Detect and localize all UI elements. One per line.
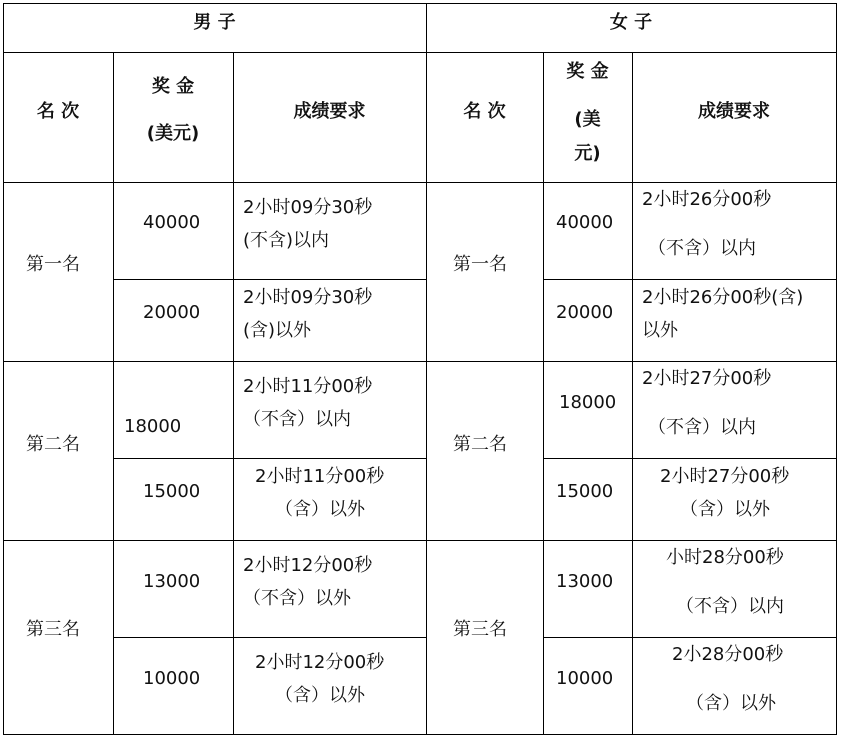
men-requirement: (不含)以内 bbox=[243, 230, 330, 251]
men-prize: 10000 bbox=[143, 668, 201, 689]
men-requirement: 2小时12分00秒 bbox=[255, 652, 385, 673]
women-prize-header-bottom: 元) bbox=[574, 143, 601, 164]
table-rule bbox=[3, 361, 837, 362]
women-rank-header: 名 次 bbox=[463, 101, 506, 122]
table-border-top bbox=[3, 3, 837, 4]
women-prize: 10000 bbox=[556, 668, 614, 689]
table-rule bbox=[3, 182, 837, 183]
women-requirement: 2小时26分00秒 bbox=[642, 189, 772, 210]
women-requirement-header: 成绩要求 bbox=[698, 101, 770, 122]
women-requirement: （不含）以内 bbox=[648, 417, 756, 438]
men-requirement: 2小时11分00秒 bbox=[243, 376, 373, 397]
men-requirement: 2小时09分30秒 bbox=[243, 287, 373, 308]
men-requirement: 2小时11分00秒 bbox=[255, 466, 385, 487]
men-requirement: （含）以外 bbox=[275, 499, 365, 520]
table-rule bbox=[3, 52, 837, 53]
women-requirement: 2小28分00秒 bbox=[672, 644, 784, 665]
table-rule bbox=[113, 637, 426, 638]
women-requirement: （含）以外 bbox=[680, 499, 770, 520]
men-prize: 13000 bbox=[143, 571, 201, 592]
men-requirement: 2小时09分30秒 bbox=[243, 197, 373, 218]
men-rank-1: 第一名 bbox=[26, 254, 80, 275]
men-prize: 15000 bbox=[143, 481, 201, 502]
women-requirement: 以外 bbox=[642, 320, 678, 341]
women-rank-3: 第三名 bbox=[453, 619, 507, 640]
table-rule bbox=[113, 279, 426, 280]
women-prize: 13000 bbox=[556, 571, 614, 592]
women-prize: 15000 bbox=[556, 481, 614, 502]
men-requirement-header: 成绩要求 bbox=[293, 101, 366, 122]
men-rank-3: 第三名 bbox=[26, 619, 80, 640]
men-prize-header-top: 奖 金 bbox=[151, 76, 195, 97]
men-prize: 18000 bbox=[124, 416, 182, 437]
men-requirement: (含)以外 bbox=[243, 320, 312, 341]
women-requirement: 小时28分00秒 bbox=[666, 547, 784, 568]
men-requirement: 2小时12分00秒 bbox=[243, 555, 373, 576]
table-rule bbox=[233, 52, 234, 735]
men-requirement: （不含）以外 bbox=[243, 588, 351, 609]
table-rule bbox=[3, 734, 837, 735]
men-prize: 20000 bbox=[143, 302, 201, 323]
table-rule bbox=[543, 637, 837, 638]
women-requirement: （不含）以内 bbox=[676, 596, 784, 617]
women-prize-header-top: 奖 金 bbox=[566, 61, 609, 82]
women-prize: 18000 bbox=[559, 392, 617, 413]
women-requirement: （含）以外 bbox=[686, 693, 776, 714]
table-rule bbox=[113, 458, 426, 459]
women-requirement: 2小时26分00秒(含) bbox=[642, 287, 804, 308]
table-rule bbox=[113, 52, 114, 735]
women-prize: 20000 bbox=[556, 302, 614, 323]
men-requirement: （不含）以内 bbox=[243, 409, 351, 430]
women-prize: 40000 bbox=[556, 212, 614, 233]
men-rank-2: 第二名 bbox=[26, 434, 80, 455]
table-rule bbox=[543, 458, 837, 459]
table-border-right bbox=[836, 3, 837, 735]
women-requirement: （不含）以内 bbox=[648, 238, 756, 259]
women-requirement: 2小时27分00秒 bbox=[660, 466, 790, 487]
men-rank-header: 名 次 bbox=[36, 101, 80, 122]
women-rank-2: 第二名 bbox=[453, 434, 507, 455]
women-header: 女 子 bbox=[609, 12, 653, 33]
women-prize-header-mid: (美 bbox=[574, 109, 601, 130]
women-requirement: 2小时27分00秒 bbox=[642, 368, 772, 389]
table-rule bbox=[543, 279, 837, 280]
table-rule bbox=[3, 540, 837, 541]
women-rank-1: 第一名 bbox=[453, 254, 507, 275]
men-header: 男 子 bbox=[193, 12, 236, 33]
table-rule bbox=[632, 52, 633, 735]
men-requirement: （含）以外 bbox=[275, 685, 365, 706]
men-prize-header-bottom: (美元) bbox=[146, 123, 200, 144]
men-prize: 40000 bbox=[143, 212, 201, 233]
